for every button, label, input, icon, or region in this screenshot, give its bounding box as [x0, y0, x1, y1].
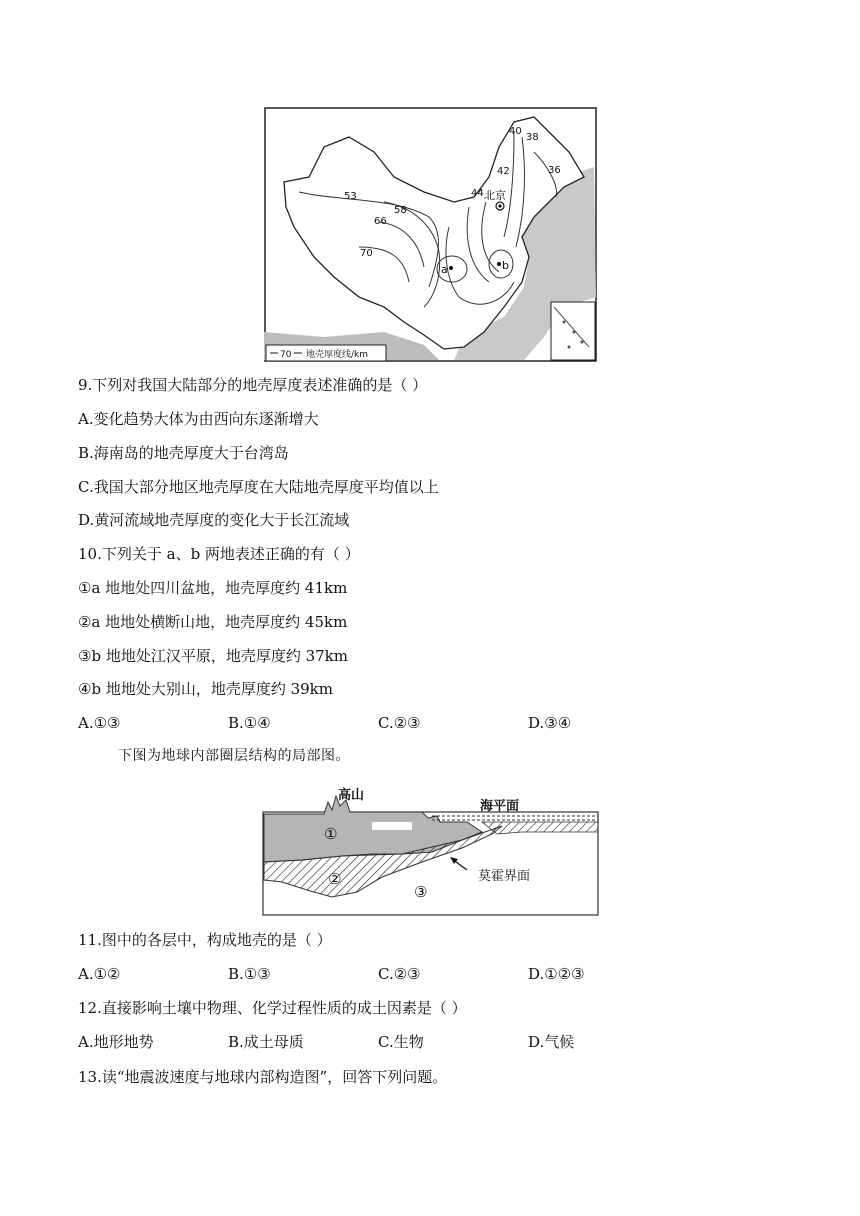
contour-label: 44 [471, 188, 484, 199]
question-10-statement-4: ④b 地地处大别山，地壳厚度约 39km [78, 680, 333, 698]
crust-thickness-map [264, 107, 597, 362]
layer-3-label: ③ [414, 883, 428, 901]
contour-label: 66 [374, 216, 387, 227]
question-9-option-a[interactable]: A.变化趋势大体为由西向东逐渐增大 [78, 410, 319, 428]
question-10-choice-c[interactable]: C.②③ [378, 714, 421, 732]
question-10-statement-3: ③b 地地处江汉平原，地壳厚度约 37km [78, 647, 348, 665]
contour-label: 36 [548, 165, 561, 176]
question-12-choice-c[interactable]: C.生物 [378, 1033, 424, 1051]
question-10-stem: 10.下列关于 a、b 两地表述正确的有（ ） [78, 545, 360, 563]
city-label: 北京 [484, 189, 506, 202]
contour-label: 70 [360, 248, 373, 259]
question-10-statement-2: ②a 地地处横断山地，地壳厚度约 45km [78, 613, 348, 631]
question-13-stem: 13.读“地震波速度与地球内部构造图”，回答下列问题。 [78, 1068, 448, 1086]
question-11-choice-c[interactable]: C.②③ [378, 965, 421, 983]
point-b-label: b [502, 259, 509, 272]
question-11-stem: 11.图中的各层中，构成地壳的是（ ） [78, 931, 332, 949]
question-12-stem: 12.直接影响土壤中物理、化学过程性质的成土因素是（ ） [78, 999, 467, 1017]
sea-level-label: 海平面 [480, 799, 520, 814]
contour-label: 40 [509, 126, 522, 137]
question-10-choice-a[interactable]: A.①③ [78, 714, 121, 732]
point-a-marker [449, 266, 453, 270]
moho-label: 莫霍界面 [478, 869, 531, 884]
legend-value: 70 [280, 350, 292, 360]
question-9-option-c[interactable]: C.我国大部分地区地壳厚度在大陆地壳厚度平均值以上 [78, 478, 439, 496]
contour-label: 42 [497, 166, 510, 177]
question-10-choice-b[interactable]: B.①④ [228, 714, 271, 732]
question-10-statement-1: ①a 地地处四川盆地，地壳厚度约 41km [78, 579, 348, 597]
contour-label: 38 [526, 132, 539, 143]
legend-text: 地壳厚度线/km [306, 350, 369, 360]
point-b-marker [497, 262, 501, 266]
contour-label: 58 [394, 205, 407, 216]
layer-1-label: ① [324, 825, 338, 843]
question-9-option-b[interactable]: B.海南岛的地壳厚度大于台湾岛 [78, 444, 289, 462]
figure-intro-text: 下图为地球内部圈层结构的局部图。 [118, 748, 350, 764]
contour-label: 53 [344, 191, 357, 202]
question-11-choice-a[interactable]: A.①② [78, 965, 121, 983]
question-9-stem: 9.下列对我国大陆部分的地壳厚度表述准确的是（ ） [78, 376, 428, 394]
question-9-option-d[interactable]: D.黄河流域地壳厚度的变化大于长江流域 [78, 511, 350, 529]
earth-layers-section [262, 782, 599, 916]
point-a-label: a [441, 263, 448, 276]
question-10-choice-d[interactable]: D.③④ [528, 714, 572, 732]
question-12-choice-d[interactable]: D.气候 [528, 1033, 575, 1051]
question-12-choice-b[interactable]: B.成土母质 [228, 1033, 304, 1051]
layer-2-label: ② [328, 870, 342, 888]
question-12-choice-a[interactable]: A.地形地势 [78, 1033, 154, 1051]
mountain-label: 高山 [338, 788, 365, 803]
question-11-choice-d[interactable]: D.①②③ [528, 965, 585, 983]
question-11-choice-b[interactable]: B.①③ [228, 965, 271, 983]
